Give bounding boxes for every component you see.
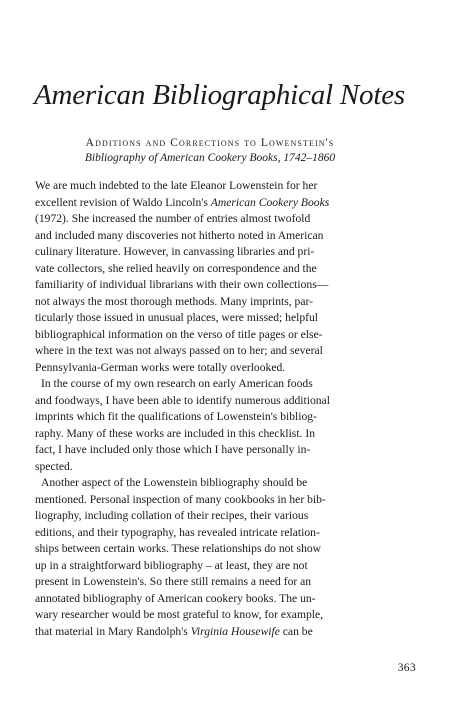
italic-title: Virginia Housewife: [190, 624, 280, 638]
text-segment: familiarity of individual librarians with their own collections—: [35, 278, 329, 291]
text-line: [35, 343, 423, 360]
text-segment: In the course of my own research on early American foods: [41, 377, 313, 390]
text-line: [35, 607, 423, 624]
text-line: [35, 310, 423, 327]
text-line: [35, 459, 423, 476]
text-line: [35, 211, 423, 228]
text-segment: where in the text was not always passed on to her; and several: [35, 344, 323, 357]
text-segment: up in a straightforward bibliography – at least, they are not: [35, 558, 308, 572]
text-segment: and included many discoveries not hitherto noted in American: [35, 228, 324, 242]
text-line: [35, 409, 423, 426]
paragraph: [35, 376, 423, 475]
text-segment: vate collectors, she relied heavily on correspondence and the: [35, 261, 317, 275]
text-segment: annotated bibliography of American cookery books. The un-: [35, 591, 316, 605]
text-segment: We are much indebted to the late Eleanor Lowenstein for her: [35, 179, 318, 192]
text-line: [35, 475, 423, 492]
text-line: [35, 541, 423, 558]
italic-title: American Cookery Books: [210, 195, 330, 209]
text-line: [35, 277, 423, 294]
text-line: [35, 261, 423, 278]
paragraph: [35, 475, 423, 640]
text-segment: ticularly those issued in unusual places, were missed; helpful: [35, 311, 319, 324]
text-line: [35, 393, 423, 410]
text-line: [35, 195, 423, 212]
text-segment: editions, and their typography, has revealed intricate relation-: [35, 525, 320, 539]
text-segment: and foodways, I have been able to identify numerous additional: [35, 393, 330, 407]
text-segment: Pennsylvania-German works were totally overlooked.: [35, 360, 286, 374]
text-segment: not always the most thorough methods. Many imprints, par-: [35, 294, 313, 308]
text-line: [35, 228, 423, 245]
text-line: [35, 360, 423, 377]
section-heading: [24, 136, 396, 166]
text-segment: can be: [279, 624, 313, 638]
text-line: [35, 376, 423, 393]
text-segment: that material in Mary Randolph's: [35, 624, 191, 638]
text-segment: excellent revision of Waldo Lincoln's: [35, 195, 211, 209]
text-line: [35, 558, 423, 575]
section-heading-line2: Bibliography of American Cookery Books, 1742–1860: [84, 152, 336, 164]
text-line: [35, 244, 423, 261]
running-title: American Bibliographical Notes: [34, 79, 405, 111]
text-segment: culinary literature. However, in canvassing libraries and pri-: [35, 245, 315, 258]
text-line: [35, 508, 423, 525]
text-segment: imprints which fit the qualifications of Lowenstein's bibliog-: [35, 410, 317, 423]
text-line: [35, 591, 423, 608]
page-number: 363: [397, 661, 416, 674]
text-segment: ships between certain works. These relationships do not show: [35, 542, 322, 555]
text-segment: Another aspect of the Lowenstein bibliography should be: [41, 476, 308, 489]
text-line: [35, 442, 423, 459]
body-text: [35, 178, 423, 640]
text-segment: wary researcher would be most grateful to know, for example,: [35, 608, 324, 621]
paragraph: [35, 178, 423, 376]
text-line: [35, 525, 423, 542]
text-segment: (1972). She increased the number of entries almost twofold: [35, 212, 311, 225]
text-line: [35, 327, 423, 344]
text-line: [35, 624, 423, 641]
text-segment: bibliographical information on the verso of title pages or else-: [35, 327, 323, 341]
text-segment: raphy. Many of these works are included in this checklist. In: [35, 426, 315, 440]
text-line: [35, 426, 423, 443]
section-heading-line1: Additions and Corrections to Lowenstein's: [85, 137, 335, 149]
text-line: [35, 294, 423, 311]
text-line: [35, 492, 423, 509]
text-segment: present in Lowenstein's. So there still remains a need for an: [35, 575, 312, 588]
text-segment: spected.: [35, 459, 73, 473]
text-segment: mentioned. Personal inspection of many cookbooks in her bib-: [35, 492, 326, 506]
text-segment: fact, I have included only those which I have personally in-: [35, 443, 311, 456]
text-line: [35, 178, 423, 195]
text-line: [35, 574, 423, 591]
text-segment: liography, including collation of their recipes, their various: [35, 509, 309, 522]
